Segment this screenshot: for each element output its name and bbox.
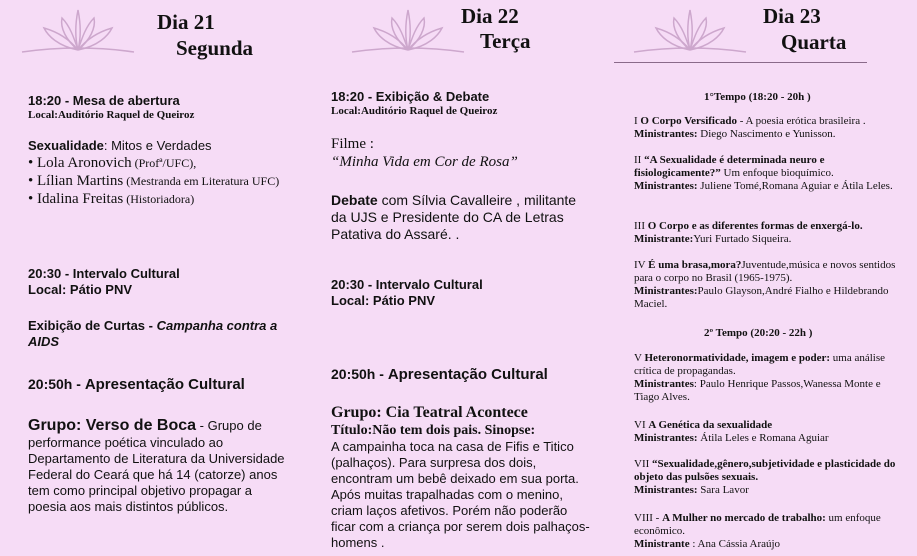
session-4: IV É uma brasa,mora?Juventude,música e novos sentidos para o corpo no Brasil (1965-1975). Ministrantes:Paulo Glayson,André Fialho e Hildebrando Maciel. (634, 259, 896, 310)
group-paragraph: Grupo: Verso de Boca - Grupo de performance poética vinculado ao Departamento de Literatura da Universidade Federal do Ceará que há 14 (catorze) anos tem como principal objetivo propagar a poesia aos mais distintos públicos. (28, 417, 285, 514)
presentation-line: 20:50h - Apresentação Cultural (28, 376, 245, 393)
session-3: III O Corpo e as diferentes formas de enxergá-lo. Ministrante:Yuri Furtado Siqueira. (634, 220, 863, 245)
day21-weekday: Segunda (176, 36, 254, 60)
session-1: I O Corpo Versificado - A poesia erótica brasileira . Ministrantes: Diego Nascimento e Yunisson. (634, 115, 866, 140)
theme-prefix: Sexualidade (28, 138, 104, 153)
session-6: VI A Genética da sexualidade Ministrantes: Átila Leles e Romana Aguiar (634, 419, 829, 444)
day22-weekday: Terça (480, 29, 531, 53)
interval-local: Local: Pátio PNV (28, 282, 133, 297)
day22-column (331, 0, 593, 556)
theme-line (28, 138, 290, 154)
film-label: Filme : (331, 136, 374, 152)
film-title: “Minha Vida em Cor de Rosa” (331, 154, 518, 170)
opening-time: 18:20 - Mesa de abertura (28, 93, 180, 108)
speaker-2: • Lílian Martins (Mestranda em Literatura UFC) (28, 173, 280, 189)
session-2: II “A Sexualidade é determinada neuro e fisiologicamente?” Um enfoque bioquímico. Ministrantes: Juliene Tomé,Romana Aguiar e Átila Leles. (634, 154, 893, 192)
day22-title: Dia 22 (461, 4, 519, 28)
opening-local: Local:Auditório Raquel de Queiroz (28, 109, 195, 121)
day23-weekday: Quarta (781, 30, 847, 54)
interval-local-22: Local: Pátio PNV (331, 293, 436, 308)
day23-title: Dia 23 (763, 4, 821, 28)
synopsis: A campainha toca na casa de Fifis e Titico (palhaços). Para surpresa dos dois, encontram um bebê deixado em sua porta. Após muitas trapalhadas com o menino, criam laços afetivos. Porém não poderão ficar com a criança por serem dois palhaços-homens . (331, 439, 590, 550)
debate-paragraph: Debate com Sílvia Cavalleire , militante da UJS e Presidente do CA de Letras Patativa do Assaré. . (331, 192, 577, 242)
day21-title: Dia 21 (157, 10, 215, 34)
title-line-22: Título:Não tem dois pais. Sinopse: (331, 423, 536, 438)
session-7: VII “Sexualidade,gênero,subjetividade e plasticidade do objeto das pulsões sexuais. Ministrantes: Sara Lavor (634, 458, 896, 496)
speaker-3: • Idalina Freitas (Historiadora) (28, 191, 195, 207)
day23-column (634, 0, 896, 556)
group-label-22: Grupo: Cia Teatral Acontece (331, 404, 528, 421)
interval-time-22: 20:30 - Intervalo Cultural (331, 277, 483, 292)
first-period: 1°Tempo (18:20 - 20h ) (704, 91, 811, 103)
presentation-line-22: 20:50h - Apresentação Cultural (331, 366, 548, 383)
theme-rest: : Mitos e Verdades (103, 138, 212, 153)
session-8: VIII - A Mulher no mercado de trabalho: um enfoque econômico. Ministrante : Ana Cássia Araújo (634, 512, 881, 550)
shorts-line: Exibição de Curtas - Campanha contra a AIDS (28, 318, 278, 349)
interval-time: 20:30 - Intervalo Cultural (28, 266, 180, 281)
second-period: 2º Tempo (20:20 - 22h ) (704, 327, 813, 339)
day21-column (28, 0, 290, 556)
debate-time: 18:20 - Exibição & Debate (331, 89, 490, 104)
speaker-1: • Lola Aronovich (Profª/UFC), (28, 155, 197, 171)
debate-local: Local:Auditório Raquel de Queiroz (331, 105, 498, 117)
session-5: V Heteronormatividade, imagem e poder: uma análise crítica de propagandas. Ministrantes: Paulo Henrique Passos,Wanessa Monte e Tiago Alves. (634, 352, 886, 403)
